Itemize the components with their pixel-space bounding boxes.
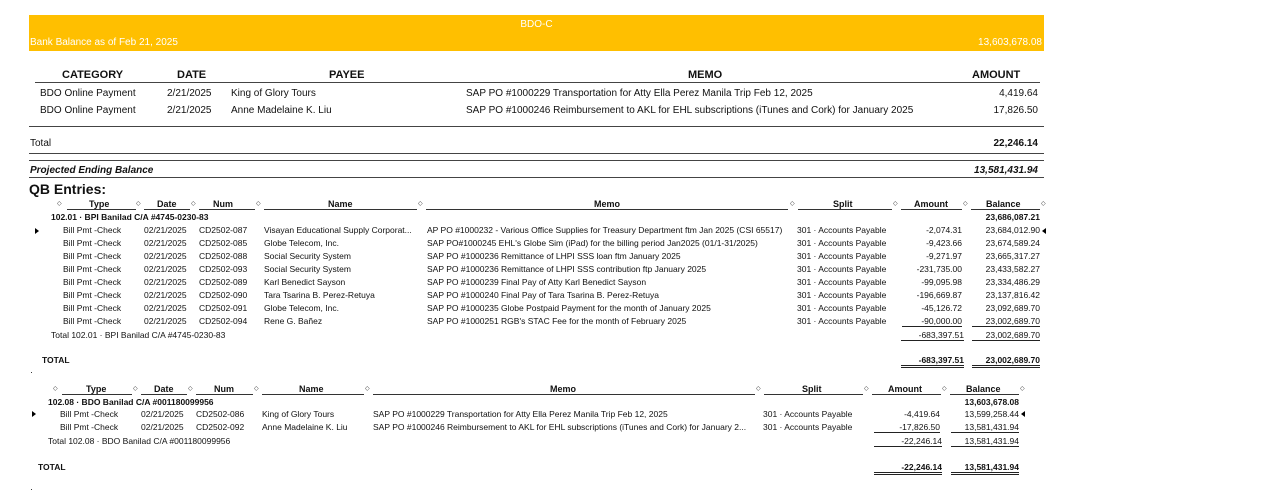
column-sort-icon[interactable]: ◇ — [963, 201, 968, 207]
col-amount[interactable]: Amount — [888, 384, 922, 394]
opening-balance: 13,603,678.08 — [964, 397, 1019, 407]
header-underline — [764, 394, 863, 395]
cell-date: 02/21/2025 — [144, 316, 187, 326]
cell-date: 02/21/2025 — [144, 303, 187, 313]
total-label: TOTAL — [38, 462, 66, 472]
cell-name: Globe Telecom, Inc. — [264, 303, 339, 313]
cell-name: Social Security System — [264, 251, 351, 261]
cell-name: Karl Benedict Sayson — [264, 277, 346, 287]
account-header: 102.08 · BDO Banilad C/A #001180099956 — [48, 397, 214, 407]
cell-num: CD2502-090 — [199, 290, 248, 300]
col-memo[interactable]: Memo — [550, 384, 577, 394]
col-name[interactable]: Name — [328, 199, 353, 209]
cell-date: 02/21/2025 — [141, 409, 184, 419]
bank-balance-label: Bank Balance as of Feb 21, 2025 — [30, 37, 178, 48]
col-num[interactable]: Num — [213, 199, 233, 209]
cell-memo: SAP PO #1000229 Transportation for Atty Ella Perez Manila Trip Feb 12, 2025 — [373, 409, 668, 419]
cell-split: 301 · Accounts Payable — [797, 277, 887, 287]
cell-memo: SAP PO #1000236 Remittance of LHPI SSS loan ftm January 2025 — [427, 251, 681, 261]
row-pointer-icon — [1042, 228, 1046, 234]
dot-marker: · — [30, 367, 33, 377]
cell-amount: -196,669.87 — [916, 290, 962, 300]
col-type[interactable]: Type — [89, 199, 110, 209]
bank-payee: King of Glory Tours — [231, 88, 316, 99]
cell-name: Globe Telecom, Inc. — [264, 238, 339, 248]
cell-name: Visayan Educational Supply Corporat... — [264, 225, 412, 235]
header-underline — [798, 209, 892, 210]
cell-date: 02/21/2025 — [144, 225, 187, 235]
cell-memo: SAP PO#1000245 EHL's Globe Sim (iPad) for the billing period Jan2025 (01/1-31/2025) — [427, 238, 758, 248]
cell-memo: SAP PO #1000236 Remittance of LHPI SSS contribution ftp January 2025 — [427, 264, 707, 274]
bank-amount: 17,826.50 — [993, 105, 1038, 116]
bank-amount: 4,419.64 — [999, 88, 1038, 99]
cell-num: CD2502-093 — [199, 264, 248, 274]
cell-amount: -2,074.31 — [926, 225, 962, 235]
cell-split: 301 · Accounts Payable — [797, 251, 887, 261]
total-label: TOTAL — [42, 355, 70, 365]
projected-label: Projected Ending Balance — [30, 165, 154, 176]
col-num[interactable]: Num — [214, 384, 234, 394]
cell-type: Bill Pmt -Check — [63, 264, 122, 274]
cell-type: Bill Pmt -Check — [63, 277, 122, 287]
subtotal-balance: 23,002,689.70 — [972, 330, 1040, 341]
cell-date: 02/21/2025 — [144, 264, 187, 274]
cell-num: CD2502-089 — [199, 277, 248, 287]
projected-value: 13,581,431.94 — [974, 165, 1038, 176]
column-sort-icon[interactable]: ◇ — [418, 201, 423, 207]
bank-date: 2/21/2025 — [167, 88, 212, 99]
cell-date: 02/21/2025 — [141, 422, 184, 432]
cell-name: King of Glory Tours — [262, 409, 335, 419]
cell-type: Bill Pmt -Check — [63, 316, 122, 326]
cell-balance: 23,137,816.42 — [985, 290, 1040, 300]
subtotal-amount: -683,397.51 — [901, 330, 964, 341]
header-payee: PAYEE — [329, 69, 365, 81]
column-sort-icon[interactable]: ◇ — [942, 386, 947, 392]
cell-type: Bill Pmt -Check — [63, 225, 122, 235]
header-underline — [373, 394, 755, 395]
total-balance: 13,581,431.94 — [951, 462, 1019, 475]
cell-memo: SAP PO #1000239 Final Pay of Atty Karl Benedict Sayson — [427, 277, 647, 287]
cell-split: 301 · Accounts Payable — [797, 316, 887, 326]
cell-split: 301 · Accounts Payable — [797, 225, 887, 235]
cell-balance: 23,002,689.70 — [972, 316, 1040, 327]
column-sort-icon[interactable]: ◇ — [1041, 201, 1046, 207]
header-memo: MEMO — [688, 69, 723, 81]
column-sort-icon[interactable]: ◇ — [756, 386, 761, 392]
cell-split: 301 · Accounts Payable — [797, 264, 887, 274]
col-date[interactable]: Date — [157, 199, 177, 209]
column-sort-icon[interactable]: ◇ — [365, 386, 370, 392]
header-underline — [264, 209, 417, 210]
bank-balance-value: 13,603,678.08 — [978, 37, 1042, 48]
cell-type: Bill Pmt -Check — [63, 251, 122, 261]
bank-memo: SAP PO #1000229 Transportation for Atty Ella Perez Manila Trip Feb 12, 2025 — [466, 88, 813, 99]
column-sort-icon[interactable]: ◇ — [254, 386, 259, 392]
cell-num: CD2502-094 — [199, 316, 248, 326]
cell-name: Social Security System — [264, 264, 351, 274]
col-split[interactable]: Split — [833, 199, 853, 209]
column-sort-icon[interactable]: ◇ — [133, 386, 138, 392]
header-underline — [199, 209, 255, 210]
cell-amount: -17,826.50 — [874, 422, 940, 433]
cell-balance: 23,665,317.27 — [985, 251, 1040, 261]
column-sort-icon[interactable]: ◇ — [53, 386, 58, 392]
bank-category: BDO Online Payment — [40, 88, 136, 99]
column-sort-icon[interactable]: ◇ — [57, 201, 62, 207]
subtotal-balance: 13,581,431.94 — [951, 436, 1019, 447]
header-underline — [426, 209, 788, 210]
cell-num: CD2502-085 — [199, 238, 248, 248]
header-underline — [62, 394, 132, 395]
header-amount: AMOUNT — [972, 69, 1021, 81]
dot-marker: · — [30, 484, 33, 494]
cell-split: 301 · Accounts Payable — [797, 290, 887, 300]
subtotal-label: Total 102.01 · BPI Banilad C/A #4745-0230-83 — [51, 330, 226, 340]
bank-memo: SAP PO #1000246 Reimbursement to AKL for EHL subscriptions (iTunes and Cork) for January 2025 — [466, 105, 914, 116]
header-underline — [67, 209, 136, 210]
cell-memo: SAP PO #1000246 Reimbursement to AKL for EHL subscriptions (iTunes and Cork) for January 2... — [373, 422, 747, 432]
col-type[interactable]: Type — [86, 384, 107, 394]
cell-date: 02/21/2025 — [144, 238, 187, 248]
header-date: DATE — [177, 69, 207, 81]
cell-date: 02/21/2025 — [144, 251, 187, 261]
cell-balance: 13,581,431.94 — [951, 422, 1019, 433]
column-sort-icon[interactable]: ◇ — [188, 386, 193, 392]
col-amount[interactable]: Amount — [914, 199, 948, 209]
cell-type: Bill Pmt -Check — [60, 422, 119, 432]
bank-rule — [29, 153, 1044, 154]
total-balance: 23,002,689.70 — [972, 355, 1040, 368]
cell-memo: SAP PO #1000251 RGB's STAC Fee for the month of February 2025 — [427, 316, 687, 326]
cell-num: CD2502-088 — [199, 251, 248, 261]
cell-balance: 23,674,589.24 — [985, 238, 1040, 248]
header-underline — [971, 209, 1040, 210]
cell-amount: -9,423.66 — [926, 238, 962, 248]
total-amount: -683,397.51 — [901, 355, 964, 368]
bank-date: 2/21/2025 — [167, 105, 212, 116]
header-underline — [872, 394, 941, 395]
cell-name: Tara Tsarina B. Perez-Retuya — [264, 290, 375, 300]
header-underline — [144, 209, 190, 210]
header-underline — [141, 394, 187, 395]
cell-num: CD2502-087 — [199, 225, 248, 235]
cell-num: CD2502-092 — [196, 422, 245, 432]
bank-total-label: Total — [30, 138, 52, 149]
cell-date: 02/21/2025 — [144, 277, 187, 287]
cell-memo: SAP PO #1000235 Globe Postpaid Payment for the month of January 2025 — [427, 303, 711, 313]
row-pointer-icon — [32, 411, 36, 417]
cell-type: Bill Pmt -Check — [63, 238, 122, 248]
bank-rule — [29, 126, 1044, 127]
cell-balance: 23,684,012.90 — [985, 225, 1040, 235]
bank-rule — [29, 160, 1044, 161]
bank-rule — [29, 177, 1044, 178]
account-header: 102.01 · BPI Banilad C/A #4745-0230-83 — [51, 212, 209, 222]
cell-balance: 23,433,582.27 — [985, 264, 1040, 274]
column-sort-icon[interactable]: ◇ — [790, 201, 795, 207]
column-sort-icon[interactable]: ◇ — [893, 201, 898, 207]
cell-split: 301 · Accounts Payable — [797, 303, 887, 313]
header-underline — [950, 394, 1019, 395]
cell-memo: AP PO #1000232 - Various Office Supplies for Treasury Department ftm Jan 2025 (CSI 65517) — [427, 225, 783, 235]
bank-title: BDO-C — [520, 19, 553, 30]
cell-amount: -90,000.00 — [902, 316, 962, 327]
cell-type: Bill Pmt -Check — [63, 290, 122, 300]
cell-memo: SAP PO #1000240 Final Pay of Tara Tsarina B. Perez-Retuya — [427, 290, 659, 300]
header-category: CATEGORY — [62, 69, 124, 81]
cell-split: 301 · Accounts Payable — [763, 422, 853, 432]
row-pointer-icon — [1021, 411, 1025, 417]
col-balance[interactable]: Balance — [986, 199, 1021, 209]
cell-amount: -99,095.98 — [921, 277, 962, 287]
bank-payee: Anne Madelaine K. Liu — [231, 105, 332, 116]
bank-category: BDO Online Payment — [40, 105, 136, 116]
header-underline — [901, 209, 962, 210]
cell-amount: -4,419.64 — [904, 409, 940, 419]
cell-name: Anne Madelaine K. Liu — [262, 422, 348, 432]
row-pointer-icon — [35, 228, 39, 234]
column-sort-icon[interactable]: ◇ — [864, 386, 869, 392]
cell-balance: 23,334,486.29 — [985, 277, 1040, 287]
total-amount: -22,246.14 — [874, 462, 942, 475]
cell-balance: 23,092,689.70 — [985, 303, 1040, 313]
opening-balance: 23,686,087.21 — [985, 212, 1040, 222]
header-underline — [262, 394, 364, 395]
cell-balance: 13,599,258.44 — [964, 409, 1019, 419]
cell-type: Bill Pmt -Check — [63, 303, 122, 313]
col-balance[interactable]: Balance — [966, 384, 1001, 394]
bank-banner — [29, 15, 1044, 51]
bank-header-rule — [35, 82, 1040, 83]
cell-amount: -9,271.97 — [926, 251, 962, 261]
column-sort-icon[interactable]: ◇ — [1020, 386, 1025, 392]
bank-total-value: 22,246.14 — [993, 138, 1038, 149]
cell-split: 301 · Accounts Payable — [797, 238, 887, 248]
column-sort-icon[interactable]: ◇ — [191, 201, 196, 207]
column-sort-icon[interactable]: ◇ — [136, 201, 141, 207]
cell-split: 301 · Accounts Payable — [763, 409, 853, 419]
cell-num: CD2502-091 — [199, 303, 248, 313]
header-underline — [196, 394, 253, 395]
subtotal-amount: -22,246.14 — [874, 436, 942, 447]
subtotal-label: Total 102.08 · BDO Banilad C/A #001180099956 — [48, 436, 231, 446]
col-split[interactable]: Split — [802, 384, 822, 394]
cell-num: CD2502-086 — [196, 409, 245, 419]
column-sort-icon[interactable]: ◇ — [256, 201, 261, 207]
cell-amount: -45,126.72 — [921, 303, 962, 313]
cell-amount: -231,735.00 — [916, 264, 962, 274]
cell-date: 02/21/2025 — [144, 290, 187, 300]
col-memo[interactable]: Memo — [594, 199, 621, 209]
qb-title: QB Entries: — [29, 181, 107, 197]
cell-name: Rene G. Bañez — [264, 316, 323, 326]
col-date[interactable]: Date — [154, 384, 174, 394]
cell-type: Bill Pmt -Check — [60, 409, 119, 419]
col-name[interactable]: Name — [299, 384, 324, 394]
